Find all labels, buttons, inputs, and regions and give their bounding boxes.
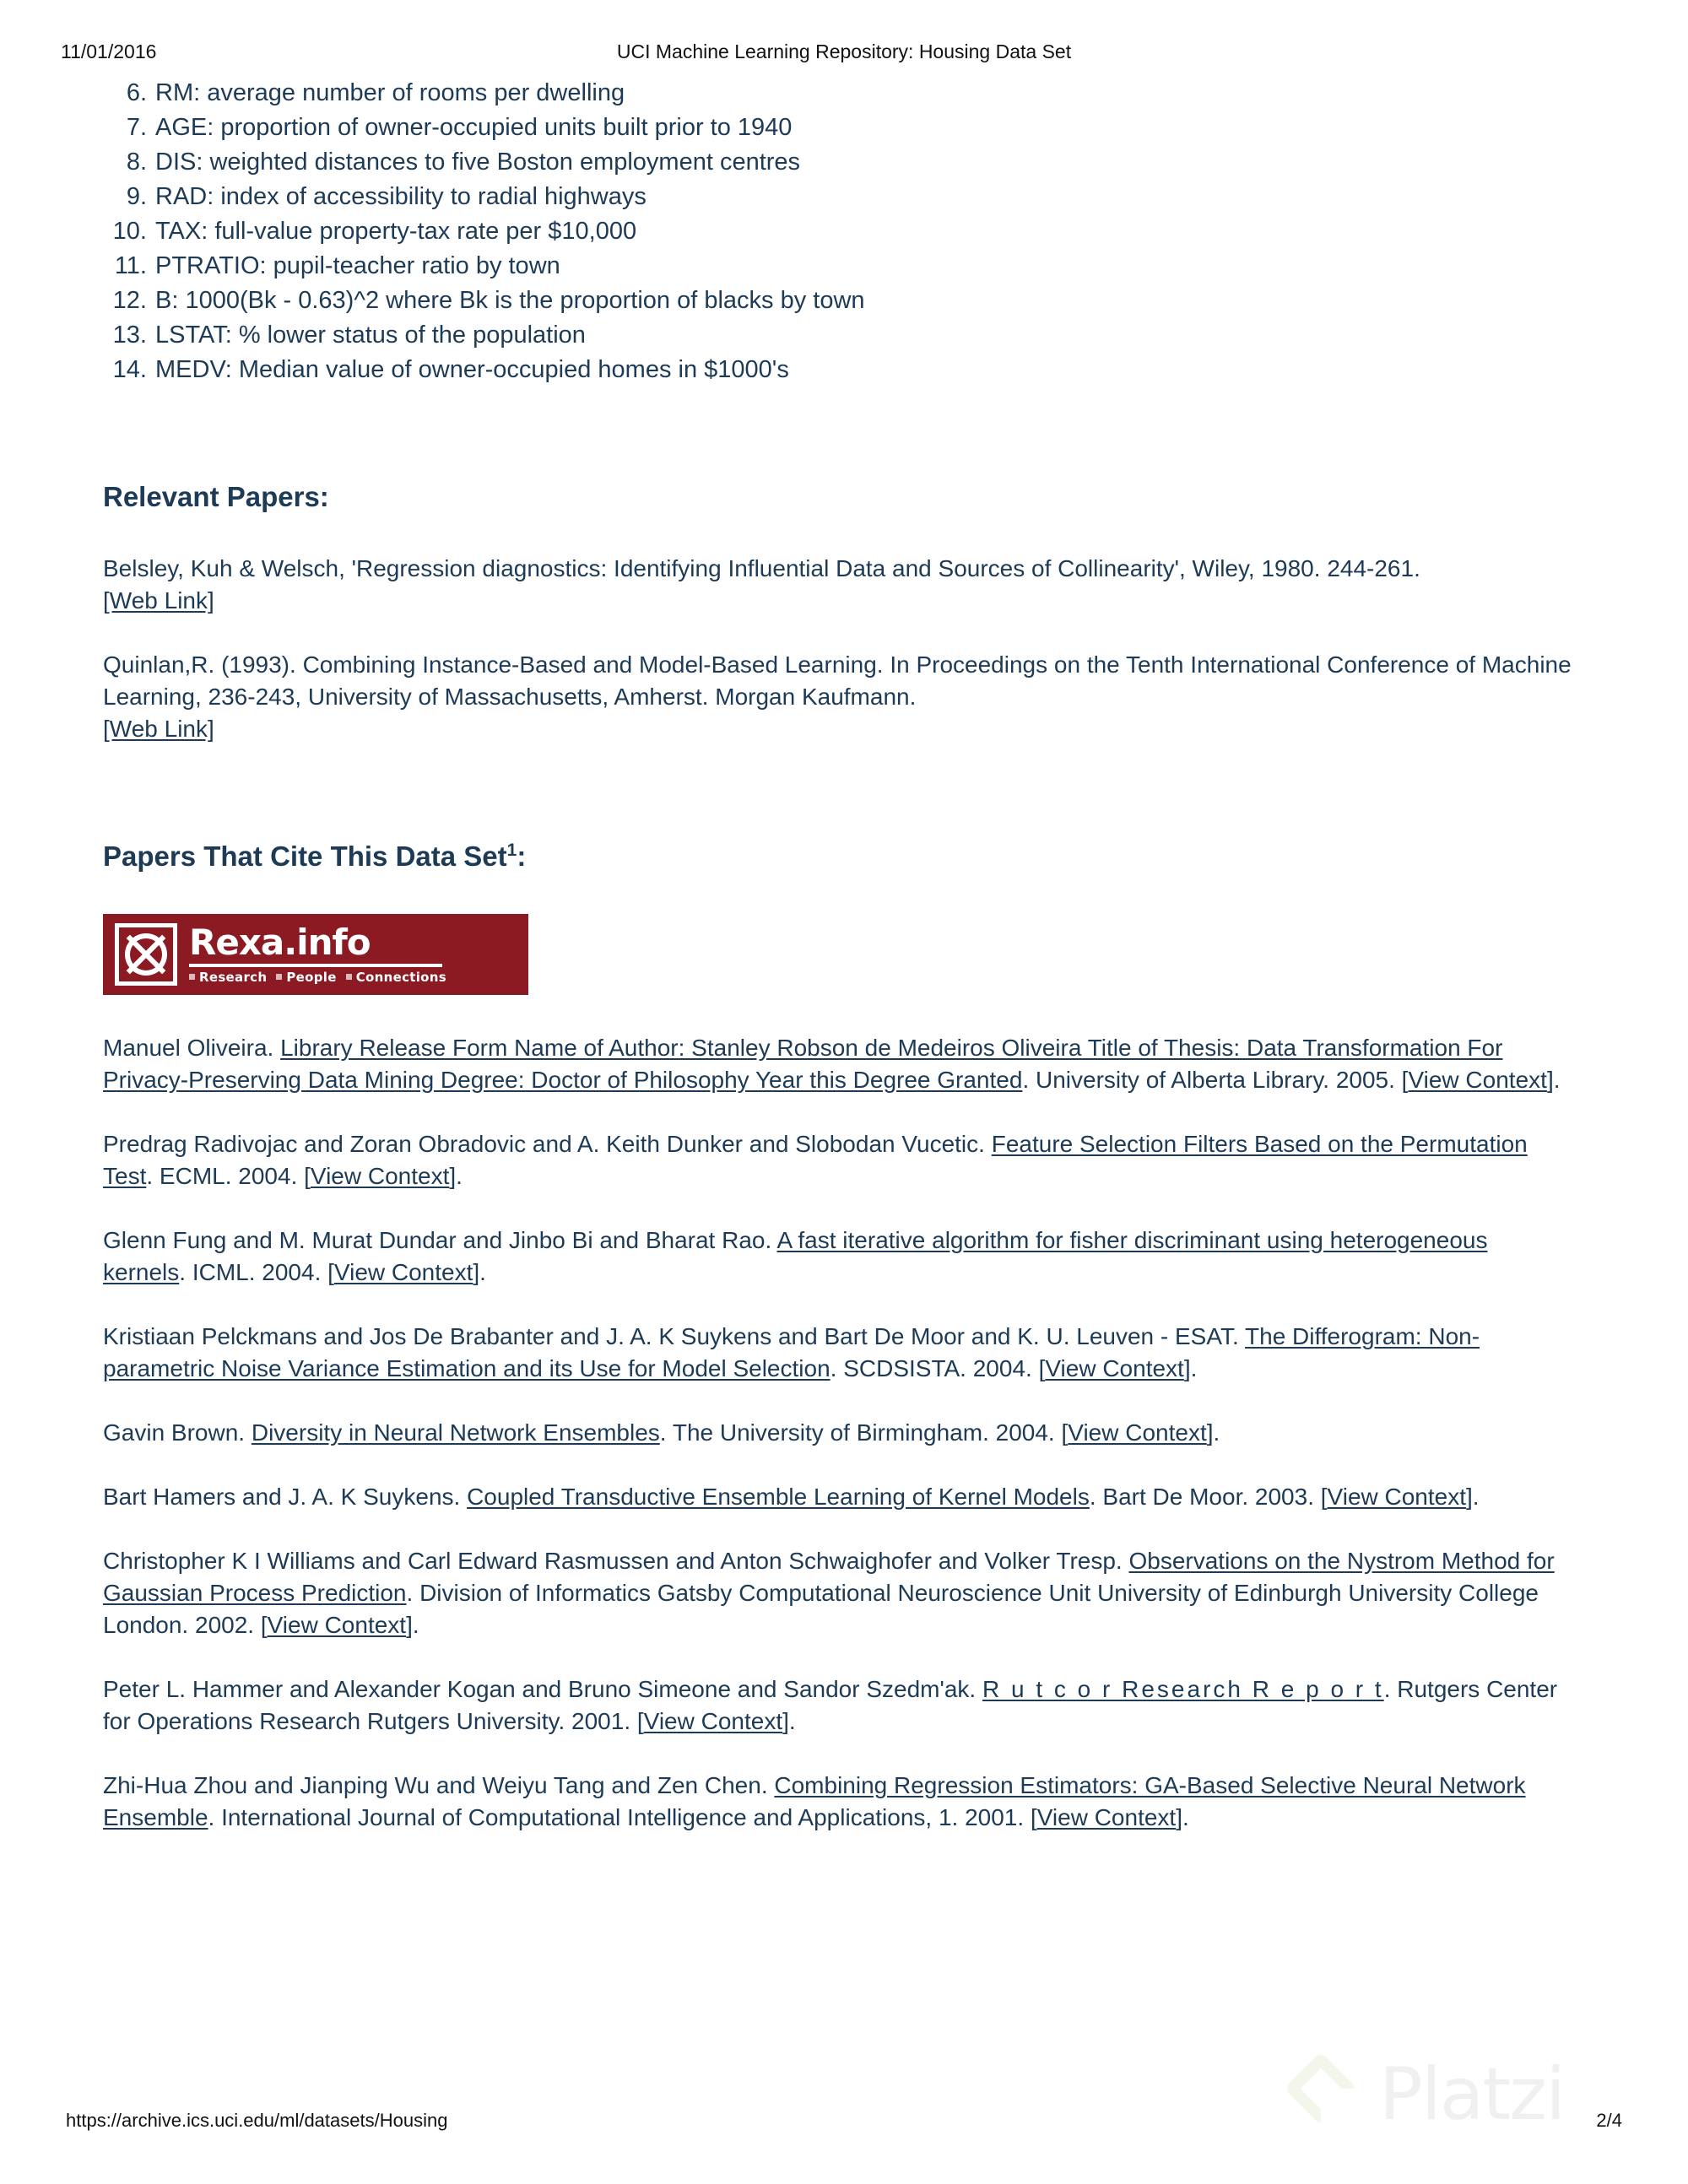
relevant-paper-citation: Belsley, Kuh & Welsch, 'Regression diagnostics: Identifying Influential Data and Sources of Collinearity', Wiley, 1980. 244-261. — [103, 555, 1420, 581]
view-context-link[interactable]: View Context — [1408, 1067, 1547, 1093]
citing-paper-entry: Kristiaan Pelckmans and Jos De Brabanter and J. A. K Suykens and Bart De Moor and K. U. Leuven - ESAT. The Differogram: Non-parametric Noise Variance Estimation and its Use for Model Selection. SCDSISTA. 2004. [View Context]. — [103, 1323, 1480, 1381]
paragraph-spacer — [103, 1385, 1572, 1417]
rexa-logo[interactable] — [103, 914, 528, 995]
header-title: UCI Machine Learning Repository: Housing Data Set — [616, 41, 1072, 62]
citing-paper-authors: Zhi-Hua Zhou and Jianping Wu and Weiyu Tang and Zen Chen. — [103, 1772, 768, 1798]
attribute-list-item — [103, 249, 1572, 284]
paragraph-spacer — [103, 1192, 1572, 1224]
attribute-list-item — [103, 76, 1572, 111]
attribute-number: 8. — [126, 149, 147, 176]
citing-paper-authors: Christopher K I Williams and Carl Edward Rasmussen and Anton Schwaighofer and Volker Tresp. — [103, 1548, 1123, 1574]
citing-paper-entry: Gavin Brown. Diversity in Neural Network Ensembles. The University of Birmingham. 2004. [View Context]. — [103, 1419, 1220, 1446]
attribute-text: MEDV: Median value of owner-occupied homes in $1000's — [155, 356, 789, 383]
rexa-crossed-circle-icon — [115, 923, 177, 986]
citing-paper-authors: Predrag Radivojac and Zoran Obradovic and A. Keith Dunker and Slobodan Vucetic. — [103, 1131, 985, 1157]
citing-paper-venue: Rutgers Center for Operations Research Rutgers University. 2001. — [103, 1676, 1558, 1734]
view-context-link[interactable]: View Context — [267, 1612, 407, 1638]
attribute-number: 12. — [112, 287, 147, 314]
attribute-text: LSTAT: % lower status of the population — [155, 322, 586, 349]
attribute-text: RAD: index of accessibility to radial highways — [155, 183, 647, 210]
citing-paper-title-link[interactable]: Feature Selection Filters Based on the Permutation Test — [103, 1131, 1528, 1189]
citing-paper-entry: Peter L. Hammer and Alexander Kogan and Bruno Simeone and Sandor Szedm'ak. R u t c o r Research R e p o r t. Rutgers Center for Operations Research Rutgers University. 2001. [View Context]. — [103, 1676, 1558, 1734]
platzi-watermark — [1286, 2035, 1674, 2154]
attribute-number: 11. — [114, 252, 147, 279]
paragraph-spacer — [103, 1641, 1572, 1673]
citing-paper-title-link[interactable]: R u t c o r Research R e p o r t — [982, 1676, 1384, 1702]
page-footer — [0, 2110, 1688, 2135]
relevant-paper-entry — [103, 649, 1572, 745]
rexa-divider — [189, 964, 442, 967]
citing-paper-title-link[interactable]: The Differogram: Non-parametric Noise Variance Estimation and its Use for Model Selection — [103, 1323, 1480, 1381]
web-link[interactable]: [Web Link] — [103, 587, 214, 614]
rexa-tagline-word: Research — [199, 970, 277, 985]
rexa-tagline — [189, 970, 446, 985]
header-date: 11/01/2016 — [61, 41, 157, 62]
citing-papers-heading-superscript: 1 — [506, 841, 517, 860]
citing-paper-authors: Gavin Brown. — [103, 1419, 246, 1446]
view-context-link[interactable]: View Context — [1327, 1484, 1467, 1510]
attribute-text: PTRATIO: pupil-teacher ratio by town — [155, 252, 560, 279]
citing-paper-authors: Kristiaan Pelckmans and Jos De Brabanter and J. A. K Suykens and Bart De Moor and K. U. Leuven - ESAT. — [103, 1323, 1239, 1349]
citing-paper-authors: Bart Hamers and J. A. K Suykens. — [103, 1484, 461, 1510]
citing-paper-title-link[interactable]: Library Release Form Name of Author: Stanley Robson de Medeiros Oliveira Title of Thesis: Data Transformation For Privacy-Preserving Data Mining Degree: Doctor of Philosophy Year this Degree Granted — [103, 1035, 1503, 1093]
rexa-brand-name: Rexa.info — [189, 922, 371, 963]
attribute-number: 7. — [126, 114, 147, 141]
paragraph-spacer — [103, 1096, 1572, 1128]
citing-paper-entry: Glenn Fung and M. Murat Dundar and Jinbo Bi and Bharat Rao. A fast iterative algorithm for fisher discriminant using heterogeneous kernels. ICML. 2004. [View Context]. — [103, 1227, 1488, 1285]
citing-paper-venue: International Journal of Computational Intelligence and Applications, 1. 2001. — [221, 1804, 1025, 1830]
attribute-number: 13. — [112, 322, 147, 349]
rexa-bullet-icon — [189, 974, 195, 980]
platzi-watermark-text: Platzi — [1379, 2052, 1565, 2137]
paragraph-spacer — [103, 1289, 1572, 1321]
attribute-list-item — [103, 353, 1572, 387]
attribute-number: 6. — [126, 79, 147, 106]
paragraph-spacer — [103, 1449, 1572, 1481]
attribute-number: 10. — [112, 218, 147, 245]
rexa-logo-text — [189, 924, 446, 985]
attribute-list-item — [103, 145, 1572, 180]
citing-paper-title-link[interactable]: Observations on the Nystrom Method for Gaussian Process Prediction — [103, 1548, 1555, 1606]
rexa-tagline-word: Connections — [355, 970, 446, 985]
attribute-list-item — [103, 214, 1572, 249]
citing-paper-title-link[interactable]: A fast iterative algorithm for fisher discriminant using heterogeneous kernels — [103, 1227, 1488, 1285]
citing-paper-title-link[interactable]: Diversity in Neural Network Ensembles — [251, 1419, 660, 1446]
citing-paper-entry: Christopher K I Williams and Carl Edward Rasmussen and Anton Schwaighofer and Volker Tresp. Observations on the Nystrom Method for Gaussian Process Prediction. Division of Informatics Gatsby Computational Neuroscience Unit University of Edinburgh University College London. 2002. [View Context]. — [103, 1548, 1555, 1638]
citing-paper-authors: Manuel Oliveira. — [103, 1035, 274, 1061]
rexa-logo-banner[interactable] — [103, 914, 1572, 995]
citing-papers-heading-suffix: : — [517, 841, 527, 872]
view-context-link[interactable]: View Context — [333, 1259, 473, 1285]
attribute-list-item — [103, 318, 1572, 353]
rexa-bullet-icon — [276, 974, 282, 980]
citing-paper-venue: ECML. 2004. — [159, 1163, 298, 1189]
attribute-text: TAX: full-value property-tax rate per $10,000 — [155, 218, 637, 245]
attribute-list-item — [103, 284, 1572, 318]
paragraph-spacer — [103, 1513, 1572, 1545]
attribute-text: DIS: weighted distances to five Boston employment centres — [155, 149, 801, 176]
rexa-tagline-word: People — [286, 970, 346, 985]
citing-paper-venue: University of Alberta Library. 2005. — [1036, 1067, 1395, 1093]
citing-paper-entry: Manuel Oliveira. Library Release Form Name of Author: Stanley Robson de Medeiros Oliveira Title of Thesis: Data Transformation For Privacy-Preserving Data Mining Degree: Doctor of Philosophy Year this Degree Granted. University of Alberta Library. 2005. [View Context]. — [103, 1035, 1561, 1093]
view-context-link[interactable]: View Context — [1068, 1419, 1207, 1446]
citing-paper-entry: Zhi-Hua Zhou and Jianping Wu and Weiyu Tang and Zen Chen. Combining Regression Estimators: GA-Based Selective Neural Network Ensemble. International Journal of Computational Intelligence and Applications, 1. 2001. [View Context]. — [103, 1772, 1526, 1830]
citing-paper-venue: Bart De Moor. 2003. — [1102, 1484, 1314, 1510]
citing-paper-entry: Bart Hamers and J. A. K Suykens. Coupled Transductive Ensemble Learning of Kernel Models. Bart De Moor. 2003. [View Context]. — [103, 1484, 1480, 1510]
citing-paper-entry: Predrag Radivojac and Zoran Obradovic and A. Keith Dunker and Slobodan Vucetic. Feature Selection Filters Based on the Permutation Test. ECML. 2004. [View Context]. — [103, 1131, 1528, 1189]
attribute-list-item — [103, 180, 1572, 214]
paragraph-spacer — [103, 1738, 1572, 1770]
citing-paper-venue: SCDSISTA. 2004. — [843, 1355, 1032, 1381]
running-header — [0, 41, 1688, 66]
citing-paper-authors: Peter L. Hammer and Alexander Kogan and Bruno Simeone and Sandor Szedm'ak. — [103, 1676, 977, 1702]
view-context-link[interactable]: View Context — [643, 1708, 783, 1734]
citing-papers-heading-text: Papers That Cite This Data Set — [103, 841, 507, 872]
citing-paper-authors: Glenn Fung and M. Murat Dundar and Jinbo Bi and Bharat Rao. — [103, 1227, 772, 1253]
view-context-link[interactable]: View Context — [1036, 1804, 1177, 1830]
citing-paper-venue: ICML. 2004. — [192, 1259, 322, 1285]
attribute-number: 14. — [112, 356, 147, 383]
document-content — [103, 76, 1572, 1834]
web-link[interactable]: [Web Link] — [103, 716, 214, 742]
attribute-text: RM: average number of rooms per dwelling — [155, 79, 625, 106]
footer-url: https://archive.ics.uci.edu/ml/datasets/Housing — [66, 2110, 448, 2131]
citing-papers-heading — [103, 840, 1572, 873]
view-context-link[interactable]: View Context — [1045, 1355, 1184, 1381]
citing-papers-list — [103, 1032, 1572, 1834]
rexa-bullet-icon — [346, 974, 352, 980]
relevant-papers-heading: Relevant Papers: — [103, 481, 329, 512]
view-context-link[interactable]: View Context — [310, 1163, 450, 1189]
relevant-paper-citation: Quinlan,R. (1993). Combining Instance-Based and Model-Based Learning. In Proceedings on the Tenth International Conference of Machine Learning, 236-243, University of Massachusetts, Amherst. Morgan Kaufmann. — [103, 651, 1572, 710]
footer-page-number: 2/4 — [1596, 2110, 1622, 2131]
citing-paper-title-link[interactable]: Combining Regression Estimators: GA-Based Selective Neural Network Ensemble — [103, 1772, 1526, 1830]
citing-paper-venue: The University of Birmingham. 2004. — [672, 1419, 1055, 1446]
attribute-text: AGE: proportion of owner-occupied units built prior to 1940 — [155, 114, 793, 141]
relevant-papers-list — [103, 553, 1572, 745]
attribute-list — [103, 76, 1572, 387]
relevant-paper-entry — [103, 553, 1572, 617]
attribute-list-item — [103, 111, 1572, 145]
citing-paper-title-link[interactable]: Coupled Transductive Ensemble Learning of Kernel Models — [467, 1484, 1090, 1510]
attribute-text: B: 1000(Bk - 0.63)^2 where Bk is the proportion of blacks by town — [155, 287, 865, 314]
attribute-number: 9. — [126, 183, 147, 210]
paragraph-spacer — [103, 617, 1572, 649]
citing-paper-venue: Division of Informatics Gatsby Computational Neuroscience Unit University of Edinburgh University College London. 2002. — [103, 1580, 1539, 1638]
